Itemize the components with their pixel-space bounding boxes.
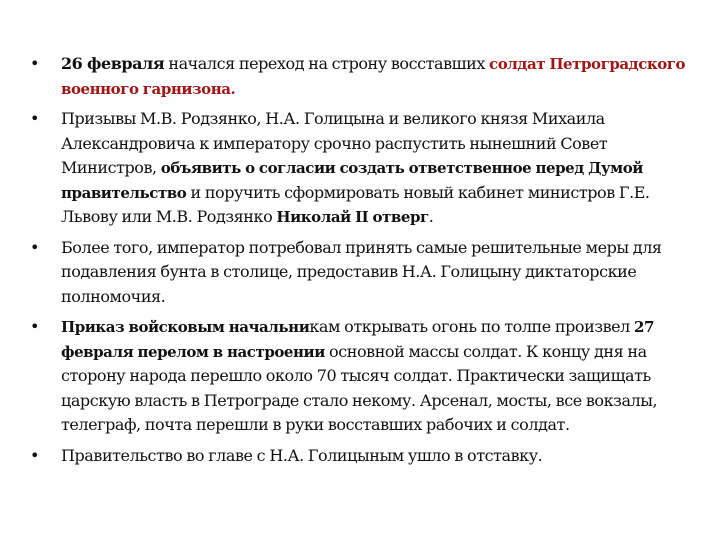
bullet-4-bold-a: Приказ войсковым начальни — [61, 318, 310, 336]
bullet-1-date: 26 февраля — [61, 54, 165, 73]
bullet-4-bold-b: 27 февраля перелом в настроении — [61, 318, 655, 361]
bullet-4-text-a: кам открывать огонь по толпе произвел — [309, 317, 635, 336]
bullet-item-4 — [30, 315, 690, 438]
slide-content — [30, 52, 690, 474]
bullet-4-text-b: основной массы солдат. К концу дня на сторону народа перешло около 70 тысяч солдат. Практически защищать царскую власть в Петрограде стало некому. Арсенал, мосты, все вокзалы, телеграф, почта перешли в руки восставших рабочих и солдат. — [61, 341, 658, 434]
bullet-dot-icon: • — [30, 54, 39, 73]
bullet-dot-icon: • — [30, 445, 39, 465]
bullet-item-2 — [30, 107, 690, 230]
bullet-3-text: Более того, император потребовал принять самые решительные меры для подавления бунта в столице, предоставив Н.А. Голицыну диктаторские полномочия. — [61, 237, 662, 306]
bullet-2-text-a: Призывы М.В. Родзянко, Н.А. Голицына и великого князя Михаила Александровича к императору срочно распустить нынешний Совет Министров, — [61, 109, 608, 177]
bullet-2-bold-a: объявить о согласии создать ответственное перед Думой правительство — [61, 159, 643, 202]
bullet-dot-icon: • — [30, 109, 39, 128]
bullet-dot-icon: • — [30, 317, 39, 336]
bullet-5-text: Правительство во главе с Н.А. Голицыным ушло в отставку. — [61, 445, 543, 465]
bullet-1-text: начался переход на строну восставших — [164, 54, 490, 73]
bullet-item-3 — [30, 236, 690, 310]
bullet-2-bold-b: Николай II отверг — [276, 208, 429, 226]
bullet-item-5 — [30, 444, 690, 469]
bullet-list — [30, 52, 690, 468]
bullet-1-highlight: солдат Петроградского военного гарнизона. — [61, 55, 686, 98]
bullet-dot-icon: • — [30, 237, 39, 257]
bullet-2-text-b: и поручить сформировать новый кабинет министров Г.Е. Львову или М.В. Родзянко — [61, 182, 650, 226]
bullet-item-1 — [30, 52, 690, 101]
bullet-2-text-c: . — [428, 207, 434, 226]
